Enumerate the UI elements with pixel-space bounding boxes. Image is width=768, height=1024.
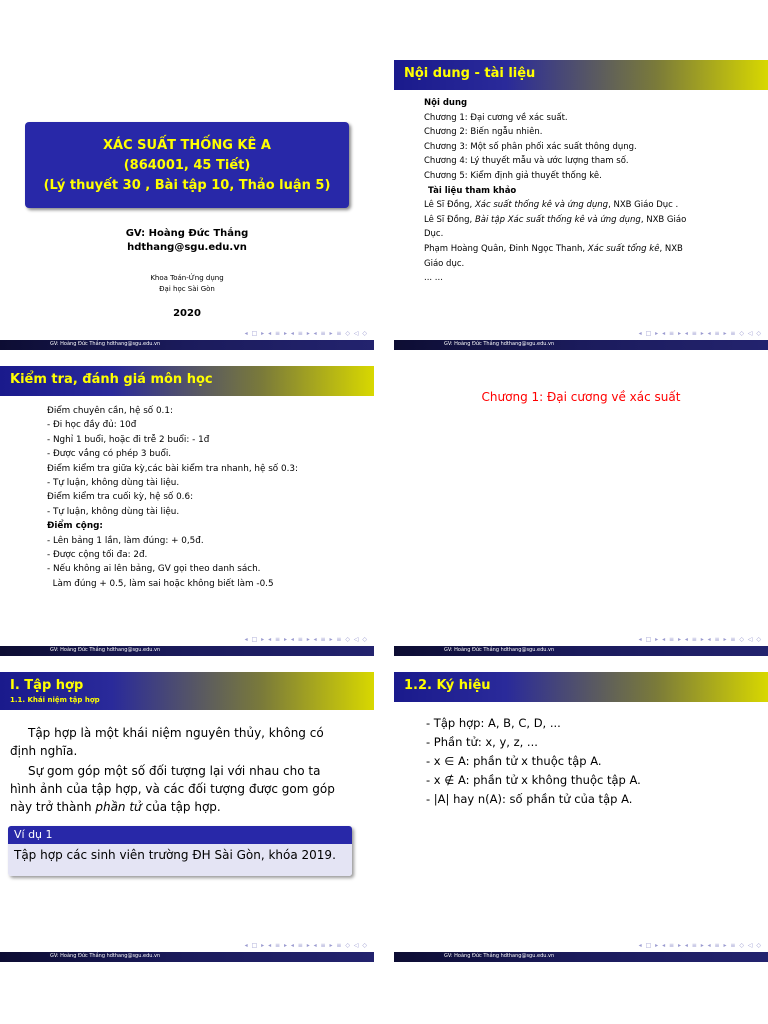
frame-subtitle: 1.1. Khái niệm tập hợp (10, 696, 100, 704)
chapter-item: Chương 1: Đại cương về xác suất. (424, 112, 568, 123)
example-title: Ví dụ 1 (8, 826, 352, 844)
example-block (8, 826, 352, 876)
notation-line: - Tập hợp: A, B, C, D, ... (426, 716, 561, 730)
ref-title: Xác suất tổng kê (587, 243, 660, 254)
frame-title: 1.2. Ký hiệu (404, 678, 491, 693)
contents-body (424, 96, 764, 286)
nav-controls[interactable]: ◂ □ ▸ ◂ ≡ ▸ ◂ ≡ ▸ ◂ ≡ ▸ ≡ ◇ ◁ ◇ (638, 942, 762, 949)
slide-contents (394, 60, 768, 350)
bonus-line: - Được cộng tối đa: 2đ. (47, 550, 148, 561)
department: Khoa Toán-Ứng dụng (150, 274, 224, 282)
slide-sets (0, 672, 374, 962)
para-emphasis: phần tử (95, 800, 142, 814)
ref-title: Bài tập Xác suất thống kê và ứng dụng (474, 214, 641, 225)
ellipsis: ... ... (424, 273, 443, 284)
slide-assessment (0, 366, 374, 656)
footer-bar (394, 340, 768, 350)
footer-text: GV: Hoàng Đức Thắng hdthang@sgu.edu.vn (444, 647, 555, 653)
slide-notation (394, 672, 768, 962)
assessment-line: Điểm kiểm tra giữa kỳ,các bài kiểm tra nhanh, hệ số 0.3: (47, 463, 298, 474)
university: Đại học Sài Gòn (159, 285, 215, 293)
bonus-heading: Điểm cộng: (47, 521, 103, 532)
author-email: hdthang@sgu.edu.vn (127, 242, 247, 253)
bonus-line: Làm đúng + 0.5, làm sai hoặc không biết làm -0.5 (47, 578, 274, 589)
ref-author: Lê Sĩ Đồng, (424, 214, 475, 225)
course-hours: (Lý thuyết 30 , Bài tập 10, Thảo luận 5) (43, 178, 331, 193)
footer-text: GV: Hoàng Đức Thắng hdthang@sgu.edu.vn (50, 341, 161, 347)
nav-controls[interactable]: ◂ □ ▸ ◂ ≡ ▸ ◂ ≡ ▸ ◂ ≡ ▸ ≡ ◇ ◁ ◇ (244, 636, 368, 643)
assessment-line: Điểm kiểm tra cuối kỳ, hệ số 0.6: (47, 492, 194, 503)
sets-para (10, 762, 340, 816)
nav-controls[interactable]: ◂ □ ▸ ◂ ≡ ▸ ◂ ≡ ▸ ◂ ≡ ▸ ≡ ◇ ◁ ◇ (638, 636, 762, 643)
frame-title-bar (394, 672, 768, 702)
notation-line: - |A| hay n(A): số phần tử của tập A. (426, 792, 633, 806)
para-text: của tập hợp. (141, 800, 221, 814)
footer-bar (394, 646, 768, 656)
footer-bar (0, 646, 374, 656)
footer-bar (0, 952, 374, 962)
footer-bar (394, 952, 768, 962)
notation-line: - x ∈ A: phần tử x thuộc tập A. (426, 754, 602, 768)
chapter-item: Chương 3: Một số phân phối xác suất thông dụng. (424, 141, 637, 152)
nav-controls[interactable]: ◂ □ ▸ ◂ ≡ ▸ ◂ ≡ ▸ ◂ ≡ ▸ ≡ ◇ ◁ ◇ (244, 942, 368, 949)
contents-heading: Nội dung (424, 98, 468, 108)
ref-publisher: , NXB Giáo Dục . (608, 200, 679, 211)
chapter-item: Chương 5: Kiểm định giả thuyết thống kê. (424, 170, 602, 181)
chapter-item: Chương 4: Lý thuyết mẫu và ước lượng tham số. (424, 156, 629, 167)
course-title: XÁC SUẤT THỐNG KÊ A (103, 138, 271, 153)
assessment-line: - Đi học đầy đủ: 10đ (47, 420, 137, 431)
assessment-body (47, 404, 367, 591)
ref-title: Xác suất thống kê và ứng dụng (474, 200, 609, 211)
notation-line: - Phần tử: x, y, z, ... (426, 735, 538, 749)
assessment-line: Điểm chuyên cần, hệ số 0.1: (47, 406, 173, 416)
frame-title-bar (0, 366, 374, 396)
slide-title (0, 60, 374, 350)
assessment-line: - Được vắng có phép 3 buổi. (47, 449, 172, 460)
reference-item (424, 242, 764, 257)
bonus-line: - Lên bảng 1 lần, làm đúng: + 0,5đ. (47, 535, 204, 546)
assessment-line: - Nghỉ 1 buổi, hoặc đi trễ 2 buổi: - 1đ (47, 434, 210, 445)
footer-text: GV: Hoàng Đức Thắng hdthang@sgu.edu.vn (444, 953, 555, 959)
example-body: Tập hợp các sinh viên trường ĐH Sài Gòn, khóa 2019. (8, 844, 352, 876)
ref-publisher: , NXB Giáo (640, 214, 687, 225)
bonus-line: - Nếu không ai lên bảng, GV gọi theo danh sách. (47, 564, 261, 575)
reference-item (424, 213, 764, 228)
author-name: GV: Hoàng Đức Thắng (125, 228, 249, 239)
footer-bar (0, 340, 374, 350)
footer-text: GV: Hoàng Đức Thắng hdthang@sgu.edu.vn (50, 953, 161, 959)
nav-controls[interactable]: ◂ □ ▸ ◂ ≡ ▸ ◂ ≡ ▸ ◂ ≡ ▸ ≡ ◇ ◁ ◇ (244, 330, 368, 337)
reference-item-cont: Giáo dục. (424, 258, 465, 269)
chapter-title: Chương 1: Đại cương về xác suất (481, 390, 681, 404)
frame-title-bar (394, 60, 768, 90)
footer-text: GV: Hoàng Đức Thắng hdthang@sgu.edu.vn (444, 341, 555, 347)
notation-line: - x ∉ A: phần tử x không thuộc tập A. (426, 773, 641, 787)
assessment-line: - Tự luận, không dùng tài liệu. (47, 506, 180, 517)
references-heading: Tài liệu tham khảo (428, 185, 517, 196)
ref-author: Phạm Hoàng Quân, Đinh Ngọc Thanh, (424, 243, 588, 254)
footer-text: GV: Hoàng Đức Thắng hdthang@sgu.edu.vn (50, 647, 161, 653)
title-block (25, 122, 349, 208)
ref-publisher: , NXB (659, 243, 683, 254)
chapter-item: Chương 2: Biến ngẫu nhiên. (424, 127, 543, 138)
para-text: Sự gom góp một số đối tượng lại với nhau cho ta hình ảnh của tập hợp, và các đối tượng được gom góp này trở thành (10, 764, 335, 814)
sets-para: Tập hợp là một khái niệm nguyên thủy, không có định nghĩa. (10, 726, 324, 758)
course-code: (864001, 45 Tiết) (123, 158, 251, 173)
assessment-line: - Tự luận, không dùng tài liệu. (47, 478, 180, 489)
reference-item-cont: Dục. (424, 229, 444, 240)
frame-title: Nội dung - tài liệu (404, 66, 536, 81)
nav-controls[interactable]: ◂ □ ▸ ◂ ≡ ▸ ◂ ≡ ▸ ◂ ≡ ▸ ≡ ◇ ◁ ◇ (638, 330, 762, 337)
year: 2020 (173, 308, 201, 319)
frame-title-bar (0, 672, 374, 710)
frame-title: I. Tập hợp (10, 678, 84, 693)
slide-chapter1 (394, 366, 768, 656)
notation-body (426, 714, 756, 809)
frame-title: Kiểm tra, đánh giá môn học (10, 372, 213, 387)
sets-body (10, 724, 340, 816)
reference-item (424, 198, 764, 213)
ref-author: Lê Sĩ Đồng, (424, 200, 475, 211)
